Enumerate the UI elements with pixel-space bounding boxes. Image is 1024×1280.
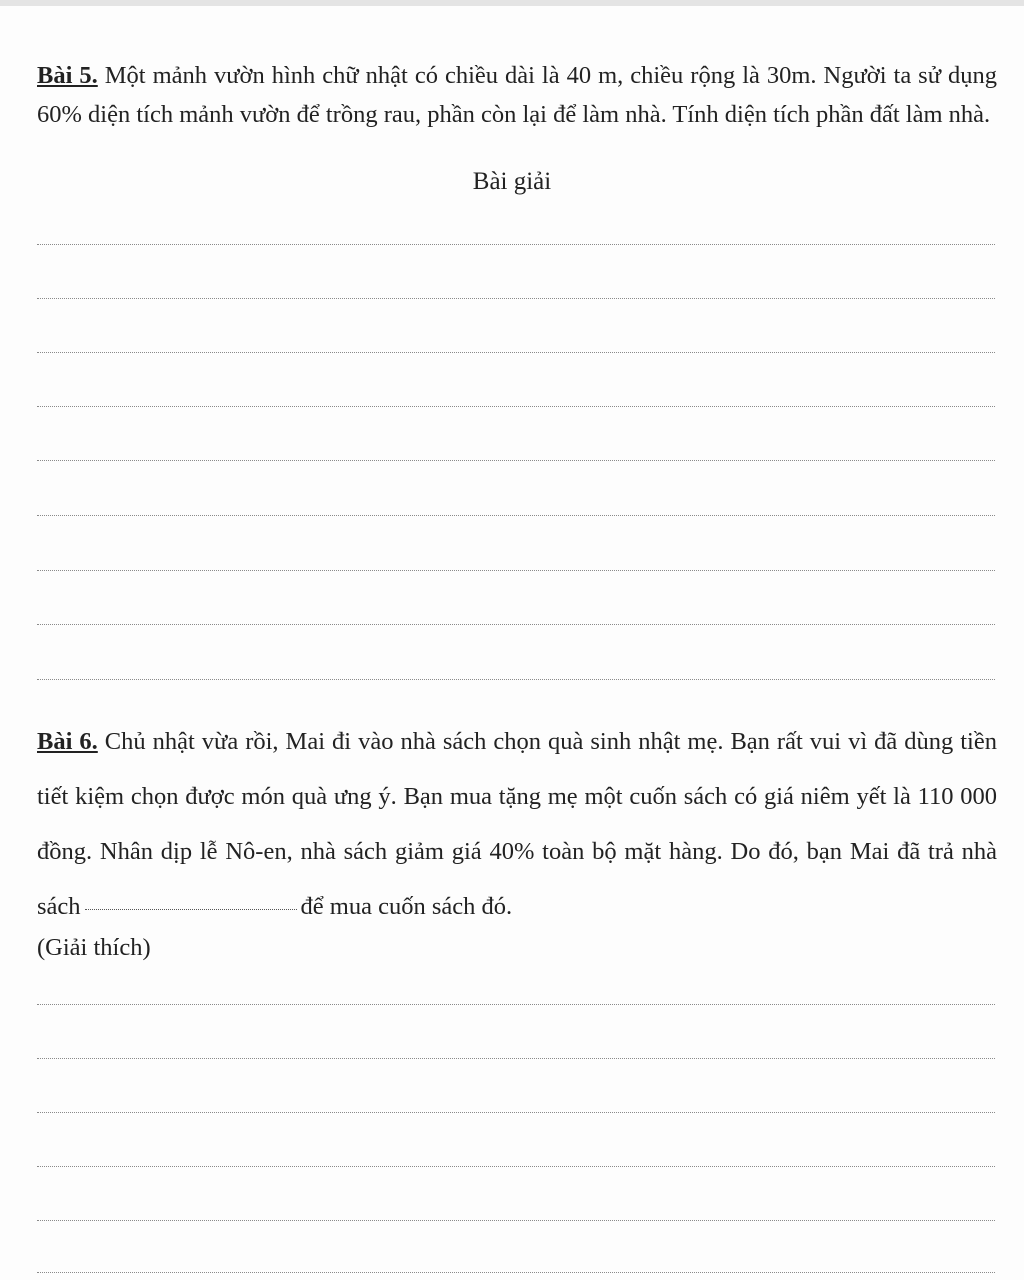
answer-line[interactable] [37,352,995,353]
answer-line[interactable] [37,298,995,299]
exercise-5-label: Bài 5. [37,62,98,89]
exercise-6-text [37,714,997,934]
answer-blank[interactable] [85,909,297,910]
answer-line[interactable] [37,1058,995,1059]
answer-line[interactable] [37,515,995,516]
answer-line[interactable] [37,679,995,680]
explain-label: (Giải thích) [37,934,151,961]
answer-line[interactable] [37,1112,995,1113]
answer-line[interactable] [37,1166,995,1167]
exercise-6-label: Bài 6. [37,728,98,755]
answer-line[interactable] [37,570,995,571]
answer-line[interactable] [37,1004,995,1005]
answer-line[interactable] [37,624,995,625]
exercise-6-body-end: để mua cuốn sách đó. [300,893,513,920]
exercise-6-body: Chủ nhật vừa rồi, Mai đi vào nhà sách chọn quà sinh nhật mẹ. Bạn rất vui vì đã dùng tiền tiết kiệm chọn được món quà ưng ý. Bạn mua tặng mẹ một cuốn sách có giá niêm yết là 110 000 đồng. Nhân dịp lễ Nô-en, nhà sách giảm giá 40% toàn bộ mặt hàng. Do đó, bạn Mai đã trả nhà sách [37,728,997,920]
exercise-5-text [37,56,997,134]
top-border [0,0,1024,6]
answer-line[interactable] [37,406,995,407]
answer-line[interactable] [37,244,995,245]
exercise-5-body: Một mảnh vườn hình chữ nhật có chiều dài là 40 m, chiều rộng là 30m. Người ta sử dụng 60% diện tích mảnh vườn để trồng rau, phần còn lại để làm nhà. Tính diện tích phần đất làm nhà. [37,62,997,128]
answer-line[interactable] [37,1220,995,1221]
answer-line[interactable] [37,460,995,461]
solution-heading: Bài giải [472,168,552,195]
answer-line[interactable] [37,1272,995,1273]
